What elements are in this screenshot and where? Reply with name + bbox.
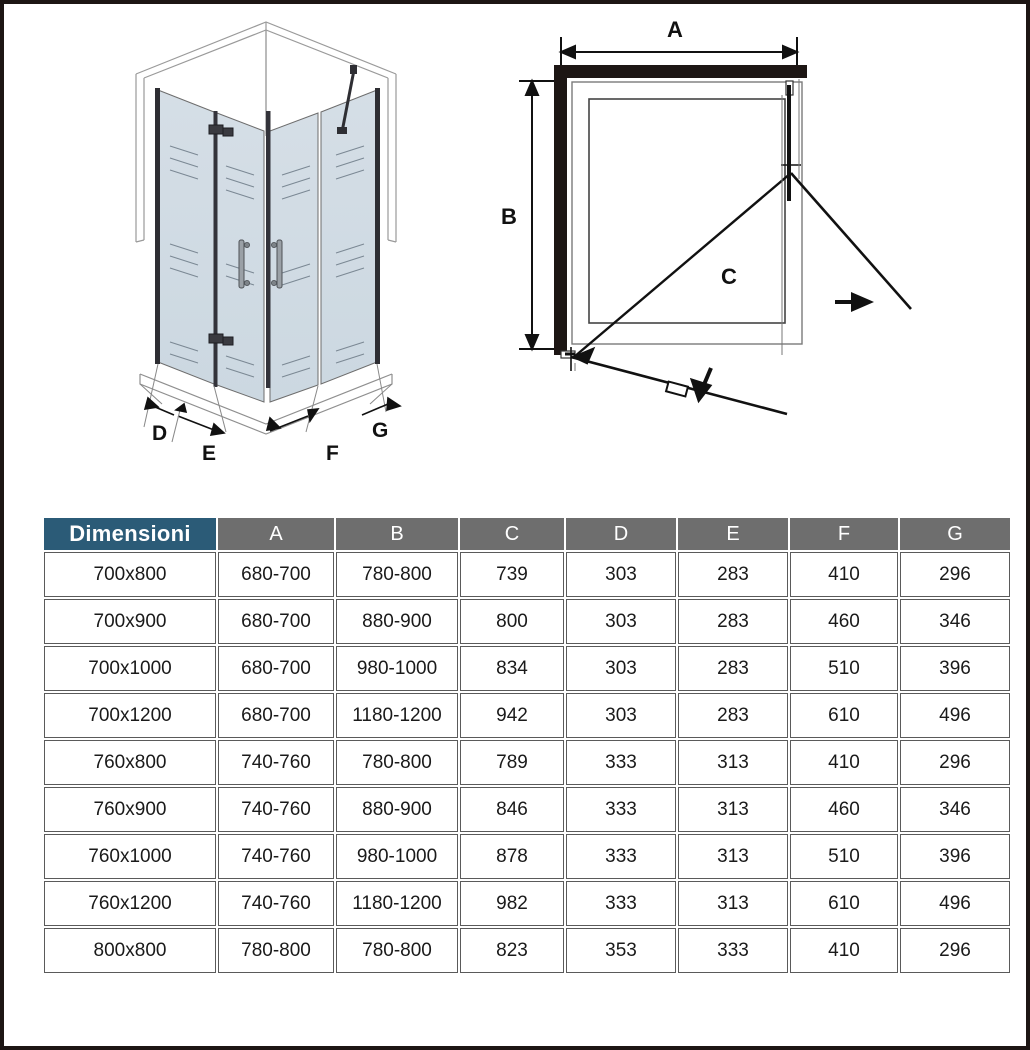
plan-label-C: C bbox=[721, 264, 737, 289]
header-dimensioni: Dimensioni bbox=[44, 518, 216, 550]
cell-g: 346 bbox=[900, 599, 1010, 644]
cell-b: 780-800 bbox=[336, 928, 458, 973]
cell-a: 680-700 bbox=[218, 599, 334, 644]
cell-g: 346 bbox=[900, 787, 1010, 832]
plan-door-swing-C bbox=[574, 173, 791, 363]
plan-inner-outline bbox=[589, 99, 785, 323]
cell-a: 680-700 bbox=[218, 552, 334, 597]
cell-f: 610 bbox=[790, 693, 898, 738]
cell-a: 740-760 bbox=[218, 881, 334, 926]
cell-c: 942 bbox=[460, 693, 564, 738]
plan-walls bbox=[554, 65, 807, 355]
cell-c: 846 bbox=[460, 787, 564, 832]
table-row bbox=[44, 834, 1010, 879]
plan-view-diagram bbox=[499, 19, 949, 459]
isometric-enclosure-diagram bbox=[114, 12, 444, 472]
cell-e: 313 bbox=[678, 740, 788, 785]
cell-c: 800 bbox=[460, 599, 564, 644]
cell-d: 353 bbox=[566, 928, 676, 973]
cell-b: 780-800 bbox=[336, 552, 458, 597]
table-row bbox=[44, 740, 1010, 785]
cell-b: 980-1000 bbox=[336, 646, 458, 691]
cell-dim: 700x900 bbox=[44, 599, 216, 644]
plan-tray-outline bbox=[572, 82, 802, 344]
header-e: E bbox=[678, 518, 788, 550]
header-c: C bbox=[460, 518, 564, 550]
plan-label-B: B bbox=[501, 204, 517, 229]
plan-label-A: A bbox=[667, 19, 683, 42]
table-row bbox=[44, 646, 1010, 691]
table-row bbox=[44, 881, 1010, 926]
plan-door-leaf-right-open bbox=[791, 173, 911, 309]
cell-g: 296 bbox=[900, 740, 1010, 785]
cell-f: 510 bbox=[790, 834, 898, 879]
table-row bbox=[44, 787, 1010, 832]
cell-a: 780-800 bbox=[218, 928, 334, 973]
cell-g: 496 bbox=[900, 693, 1010, 738]
cell-b: 880-900 bbox=[336, 599, 458, 644]
cell-g: 396 bbox=[900, 646, 1010, 691]
glass-panel-right-fixed bbox=[321, 88, 380, 384]
header-b: B bbox=[336, 518, 458, 550]
cell-c: 982 bbox=[460, 881, 564, 926]
cell-b: 980-1000 bbox=[336, 834, 458, 879]
cell-dim: 760x1000 bbox=[44, 834, 216, 879]
cell-c: 823 bbox=[460, 928, 564, 973]
cell-c: 878 bbox=[460, 834, 564, 879]
cell-dim: 760x1200 bbox=[44, 881, 216, 926]
cell-e: 313 bbox=[678, 881, 788, 926]
cell-g: 396 bbox=[900, 834, 1010, 879]
dim-label-F: F bbox=[326, 442, 339, 465]
plan-dimension-B bbox=[519, 81, 559, 349]
cell-a: 740-760 bbox=[218, 834, 334, 879]
cell-d: 303 bbox=[566, 552, 676, 597]
cell-f: 410 bbox=[790, 740, 898, 785]
cell-e: 333 bbox=[678, 928, 788, 973]
glass-panel-right-door bbox=[266, 111, 318, 402]
cell-c: 834 bbox=[460, 646, 564, 691]
cell-dim: 700x800 bbox=[44, 552, 216, 597]
cell-e: 313 bbox=[678, 834, 788, 879]
cell-f: 510 bbox=[790, 646, 898, 691]
dim-label-D: D bbox=[152, 422, 168, 445]
cell-e: 313 bbox=[678, 787, 788, 832]
cell-g: 496 bbox=[900, 881, 1010, 926]
cell-a: 680-700 bbox=[218, 646, 334, 691]
cell-b: 1180-1200 bbox=[336, 881, 458, 926]
cell-dim: 700x1000 bbox=[44, 646, 216, 691]
dim-label-G: G bbox=[372, 419, 389, 442]
cell-d: 303 bbox=[566, 599, 676, 644]
cell-d: 333 bbox=[566, 787, 676, 832]
cell-a: 740-760 bbox=[218, 740, 334, 785]
cell-f: 410 bbox=[790, 552, 898, 597]
header-f: F bbox=[790, 518, 898, 550]
cell-b: 880-900 bbox=[336, 787, 458, 832]
plan-swing-arrow-right bbox=[835, 295, 869, 309]
cell-e: 283 bbox=[678, 599, 788, 644]
cell-c: 789 bbox=[460, 740, 564, 785]
cell-d: 333 bbox=[566, 834, 676, 879]
plan-fixed-panel-bottom bbox=[561, 347, 575, 371]
header-g: G bbox=[900, 518, 1010, 550]
header-a: A bbox=[218, 518, 334, 550]
specification-table-container bbox=[42, 516, 994, 975]
cell-b: 780-800 bbox=[336, 740, 458, 785]
cell-d: 303 bbox=[566, 646, 676, 691]
table-row bbox=[44, 693, 1010, 738]
specification-table bbox=[42, 516, 1012, 975]
cell-d: 303 bbox=[566, 693, 676, 738]
plan-handle-marker bbox=[666, 382, 688, 397]
cell-dim: 700x1200 bbox=[44, 693, 216, 738]
cell-e: 283 bbox=[678, 646, 788, 691]
header-d: D bbox=[566, 518, 676, 550]
table-row bbox=[44, 928, 1010, 973]
cell-dim: 760x800 bbox=[44, 740, 216, 785]
cell-e: 283 bbox=[678, 552, 788, 597]
cell-dim: 800x800 bbox=[44, 928, 216, 973]
cell-dim: 760x900 bbox=[44, 787, 216, 832]
cell-g: 296 bbox=[900, 928, 1010, 973]
dim-label-E: E bbox=[202, 442, 217, 465]
cell-f: 460 bbox=[790, 787, 898, 832]
table-row bbox=[44, 599, 1010, 644]
table-body bbox=[44, 552, 1010, 973]
cell-a: 740-760 bbox=[218, 787, 334, 832]
cell-b: 1180-1200 bbox=[336, 693, 458, 738]
cell-f: 410 bbox=[790, 928, 898, 973]
cell-a: 680-700 bbox=[218, 693, 334, 738]
cell-f: 460 bbox=[790, 599, 898, 644]
table-header-row bbox=[44, 518, 1010, 550]
cell-e: 283 bbox=[678, 693, 788, 738]
cell-d: 333 bbox=[566, 881, 676, 926]
glass-panel-left-fixed bbox=[155, 88, 214, 384]
cell-d: 333 bbox=[566, 740, 676, 785]
table-row bbox=[44, 552, 1010, 597]
cell-f: 610 bbox=[790, 881, 898, 926]
cell-g: 296 bbox=[900, 552, 1010, 597]
cell-c: 739 bbox=[460, 552, 564, 597]
